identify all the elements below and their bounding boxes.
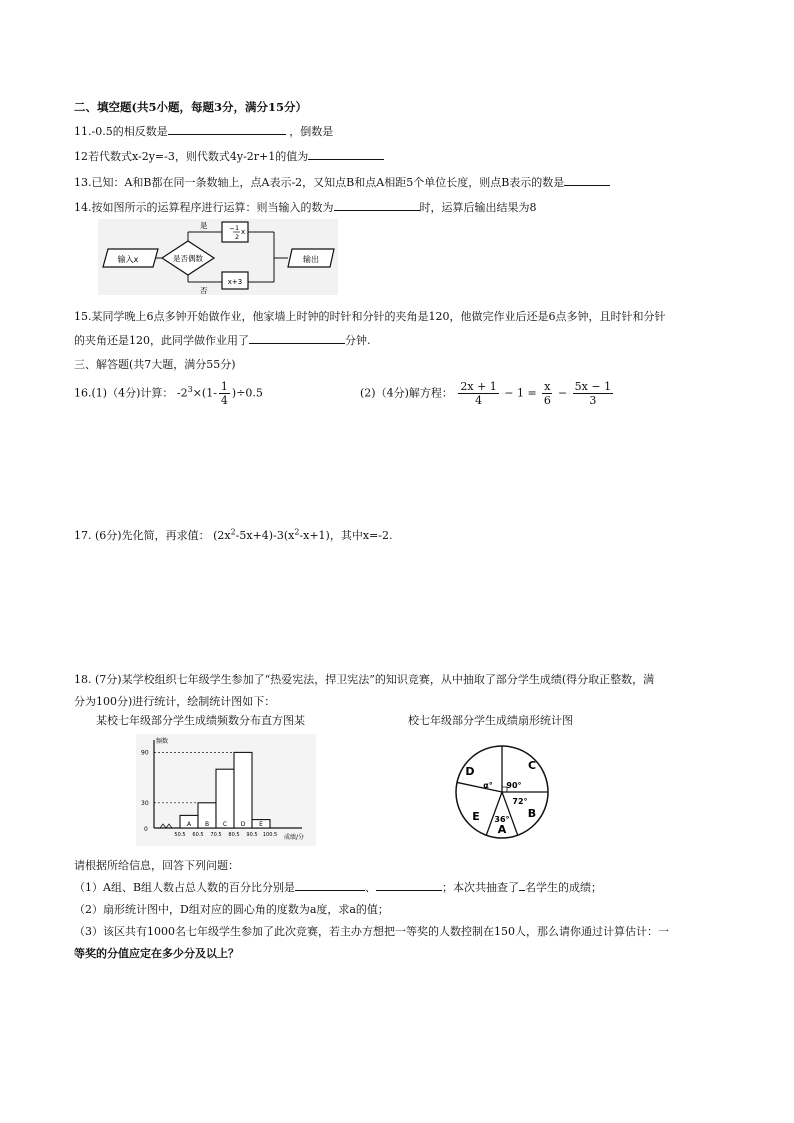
hist-xtick-label: 60.5: [192, 832, 204, 838]
hist-xtick-label: 90.5: [246, 832, 258, 838]
flowchart-yes-label: 是: [200, 221, 208, 230]
sub1-blank-a[interactable]: [295, 890, 365, 891]
hist-ytick-label: 90: [141, 749, 149, 757]
op-top-sign: −: [229, 225, 235, 233]
question-14: [74, 199, 537, 215]
op-top-var: x: [241, 228, 246, 236]
eq-den-2: 6: [543, 394, 551, 407]
q11-blank-1[interactable]: [168, 134, 286, 135]
flowchart-output-label: 输出: [303, 255, 319, 264]
question-15-line2: [74, 332, 371, 348]
hist-bar-label: E: [259, 821, 263, 828]
question-17: [74, 527, 392, 543]
question-18-sub1: [74, 879, 602, 895]
q16-fraction: [219, 380, 230, 407]
question-18-after: 请根据所给信息，回答下列问题：: [74, 859, 239, 872]
op-top-den: 2: [235, 233, 240, 241]
hist-bar-C: [216, 769, 234, 828]
hist-bar-label: B: [204, 821, 210, 828]
q17-text: 17. (6分)先化简，再求值：: [74, 529, 210, 542]
q16-frac-den: 4: [220, 394, 228, 407]
eq-fraction-3: [573, 380, 613, 407]
q11-text: 11.-0.5的相反数是: [74, 125, 168, 138]
hist-xlabel: 成绩/分: [284, 834, 305, 841]
q17-expr-b: -5x+4)-3(x: [235, 529, 295, 542]
q16-expr-c: )÷0.5: [231, 386, 263, 400]
sub1-blank-b[interactable]: [376, 890, 442, 891]
eq-minus: −: [557, 386, 568, 400]
histogram-title: 某校七年级部分学生成绩频数分布直方图某: [96, 714, 305, 727]
q15-text-2: 分钟.: [345, 334, 371, 347]
eq-den-1: 4: [475, 394, 483, 407]
q11-text-2: ，倒数是: [289, 125, 334, 138]
hist-xtick-label: 80.5: [228, 832, 240, 838]
flowchart-no-label: 否: [200, 286, 208, 295]
pie-chart: [450, 742, 554, 846]
sub1-text-2: ；本次共抽查了: [442, 881, 520, 894]
question-12: [74, 148, 384, 164]
q13-text: 13.已知：A和B都在同一条数轴上，点A表示-2，又知点B和点A相距5个单位长度，则点B表示的数是: [74, 176, 565, 189]
q17-exp1: 2: [230, 527, 236, 537]
q14-text-2: 时，运算后输出结果为8: [419, 201, 537, 214]
pie-angle-label: α°: [483, 781, 493, 790]
question-18-line2: 分为100分)进行统计，绘制统计图如下：: [74, 695, 276, 708]
question-13: [74, 174, 610, 190]
eq-num-1: 2x + 1: [460, 380, 497, 393]
hist-ylabel: 频数: [156, 738, 169, 745]
question-18-line1: 18. (7分)某学校组织七年级学生参加了“热爱宪法，捍卫宪法”的知识竞赛，从中抽取了部分学生成绩(得分取正整数，满: [74, 673, 655, 686]
q17-exp2: 2: [294, 527, 300, 537]
pie-title: 校七年级部分学生成绩扇形统计图: [408, 714, 573, 727]
flowchart-decision-label: 是否偶数: [173, 254, 203, 263]
pie-angle-label: 72°: [512, 797, 528, 806]
q16-part1-label: 16.(1)（4分)计算：: [74, 386, 174, 400]
section3-title: 三、解答题(共7大题，满分55分): [74, 358, 236, 371]
histogram-chart: [136, 734, 316, 846]
pie-label-B: B: [527, 807, 537, 820]
hist-bar-D: [234, 752, 252, 828]
eq-num-2: x: [544, 380, 551, 393]
pie-label-C: C: [527, 759, 537, 772]
pie-angle-label: 90°: [506, 781, 522, 790]
eq-fraction-2: [542, 380, 552, 407]
pie-label-D: D: [465, 765, 475, 778]
hist-xtick-label: 70.5: [210, 832, 222, 838]
q16-exp: 3: [187, 384, 193, 394]
flowchart-op-bottom-label: x+3: [227, 278, 243, 286]
eq-den-3: 3: [589, 394, 597, 407]
question-16-part2: [360, 380, 615, 407]
q13-blank[interactable]: [564, 185, 610, 186]
question-16-part1: [74, 380, 263, 407]
q16-part2-label: (2)（4分)解方程：: [360, 386, 453, 400]
hist-xtick-label: 50.5: [174, 832, 186, 838]
question-11: [74, 123, 333, 139]
eq-num-3: 5x − 1: [574, 380, 612, 393]
q16-expr-b: ×(1-: [192, 386, 217, 400]
hist-xtick-label: 100.5: [262, 832, 278, 838]
section2-title: 二、填空题(共5小题，每题3分，满分15分）: [74, 100, 307, 114]
q12-blank[interactable]: [308, 159, 384, 160]
hist-ytick-label: 30: [141, 799, 149, 807]
eq-fraction-1: [458, 380, 498, 407]
flowchart-input-label: 输入x: [117, 255, 139, 264]
q17-expr-c: -x+1)，其中x=-2.: [299, 529, 393, 542]
question-18-sub2: （2）扇形统计图中，D组对应的圆心角的度数为a度，求a的值；: [74, 903, 389, 916]
hist-origin-label: 0: [144, 826, 148, 833]
hist-bar-label: C: [222, 821, 228, 828]
pie-label-A: A: [497, 823, 507, 836]
q16-expr-a: -2: [176, 386, 188, 400]
hist-bar-label: A: [186, 821, 192, 828]
q16-frac-num: 1: [220, 380, 228, 393]
sub1-sep: 、: [365, 881, 377, 894]
q17-expr-a: (2x: [213, 529, 231, 542]
q15-text: 的夹角还是120，此同学做作业用了: [74, 334, 249, 347]
q14-text: 14.按如图所示的运算程序进行运算：则当输入的数为: [74, 201, 334, 214]
op-top-num: 1: [235, 224, 240, 232]
question-18-sub3-line2: 等奖的分值应定在多少分及以上？: [74, 947, 239, 960]
sub1-text: （1）A组、B组人数占总人数的百分比分别是: [74, 881, 296, 894]
eq-mid: − 1 =: [504, 386, 537, 400]
q14-blank[interactable]: [334, 210, 420, 211]
question-18-sub3-line1: （3）该区共有1000名七年级学生参加了此次竞赛，若主办方想把一等奖的人数控制在150人，那么请你通过计算估计：一: [74, 925, 669, 938]
pie-label-E: E: [472, 810, 480, 823]
q15-blank[interactable]: [249, 343, 345, 344]
pie-angle-label: 36°: [494, 815, 510, 824]
hist-bar-label: D: [240, 821, 246, 828]
sub1-text-3: 名学生的成绩；: [525, 881, 603, 894]
flowchart: [98, 219, 338, 295]
question-15-line1: 15.某同学晚上6点多钟开始做作业，他家墙上时钟的时针和分针的夹角是120，他做完作业后还是6点多钟，且时针和分针: [74, 310, 666, 323]
q12-text: 12若代数式x-2y=-3，则代数式4y-2r+1的值为: [74, 150, 309, 163]
